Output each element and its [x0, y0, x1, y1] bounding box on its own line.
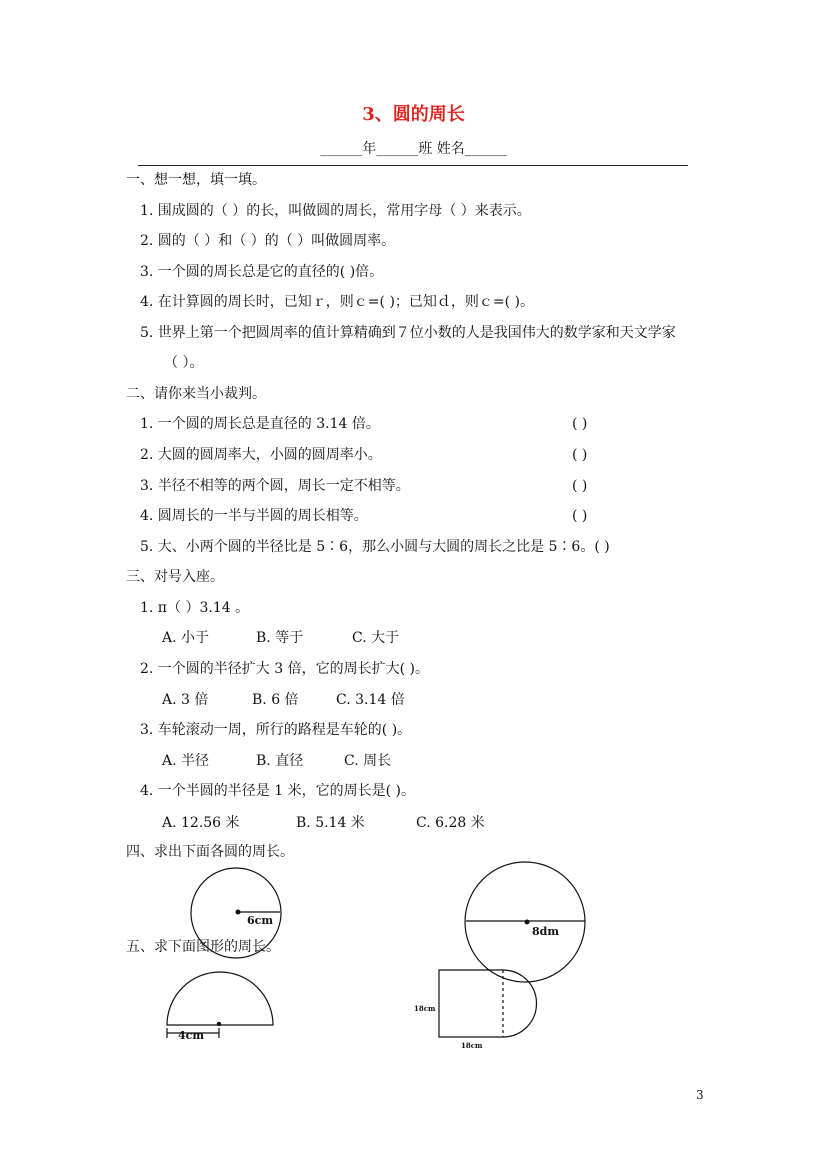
section1-heading: 一、想一想，填一填。: [126, 172, 266, 188]
s3-question-2: 2. 一个圆的半径扩大 3 倍，它的周长扩大( )。: [140, 661, 429, 677]
s3-q4-option-a: A. 12.56 米: [162, 815, 240, 831]
s2-item-5: 5. 大、小两个圆的半径比是 5∶6，那么小圆与大圆的周长之比是 5∶6。( ): [140, 539, 610, 555]
s3-question-3: 3. 车轮滚动一周，所行的路程是车轮的( )。: [140, 722, 412, 738]
s2-mark-1: ( ): [572, 416, 588, 432]
s3-q4-option-b: B. 5.14 米: [296, 815, 365, 831]
square-semicircle-figure: [439, 970, 537, 1037]
s3-q4-option-c: C. 6.28 米: [416, 815, 485, 831]
s3-q1-option-b: B. 等于: [256, 630, 304, 646]
s3-q1-option-c: C. 大于: [352, 630, 400, 646]
s1-item-2: 2. 圆的（ ）和（ ）的（ ）叫做圆周率。: [140, 233, 396, 249]
square-side-label: 18cm: [414, 1004, 436, 1013]
s2-item-2: 2. 大圆的圆周率大，小圆的圆周率小。: [140, 447, 382, 463]
s3-q3-option-b: B. 直径: [256, 753, 304, 769]
s1-item-1: 1. 围成圆的（ ）的长，叫做圆的周长，常用字母（ ）来表示。: [140, 203, 531, 219]
center-dot: [525, 920, 530, 925]
section5-heading: 五、求下面图形的周长。: [126, 939, 280, 955]
s3-q3-option-a: A. 半径: [162, 753, 210, 769]
s1-item-5: 5. 世界上第一个把圆周率的值计算精确到７位小数的人是我国伟大的数学家和天文学家: [140, 325, 676, 341]
radius-label: 6cm: [247, 914, 273, 927]
s2-mark-4: ( ): [572, 508, 588, 524]
s3-question-1: 1. π（ ）3.14 。: [140, 600, 250, 616]
section4-heading: 四、求出下面各圆的周长。: [126, 844, 294, 860]
s2-mark-3: ( ): [572, 478, 588, 494]
section2-heading: 二、请你来当小裁判。: [126, 386, 266, 402]
class-name-line: ______年______班 姓名______: [320, 141, 507, 157]
s3-q2-option-b: B. 6 倍: [252, 692, 299, 708]
s2-mark-2: ( ): [572, 447, 588, 463]
s1-item-5-blank: （ ）。: [164, 355, 204, 371]
section3-heading: 三、对号入座。: [126, 569, 224, 585]
s2-item-4: 4. 圆周长的一半与半圆的周长相等。: [140, 508, 368, 524]
center-dot: [236, 910, 241, 915]
s3-q2-option-a: A. 3 倍: [162, 692, 209, 708]
s3-q2-option-c: C. 3.14 倍: [336, 692, 405, 708]
s2-item-1: 1. 一个圆的周长总是直径的 3.14 倍。: [140, 416, 380, 432]
s1-item-4: 4. 在计算圆的周长时，已知ｒ，则ｃ=( )；已知ｄ，则ｃ=( )。: [140, 294, 535, 310]
s3-q1-option-a: A. 小于: [162, 630, 210, 646]
square-bottom-label: 18cm: [461, 1041, 483, 1050]
s1-item-3: 3. 一个圆的周长总是它的直径的( )倍。: [140, 264, 384, 280]
semicircle-radius-label: 4cm: [178, 1029, 204, 1042]
s2-item-3: 3. 半径不相等的两个圆，周长一定不相等。: [140, 478, 410, 494]
page-title: 3、圆的周长: [362, 104, 465, 125]
s3-question-4: 4. 一个半圆的半径是 1 米，它的周长是( )。: [140, 783, 415, 799]
page-number: 3: [696, 1088, 704, 1102]
center-dot: [217, 1022, 221, 1026]
diameter-label: 8dm: [532, 925, 559, 938]
s3-q3-option-c: C. 周长: [344, 753, 392, 769]
